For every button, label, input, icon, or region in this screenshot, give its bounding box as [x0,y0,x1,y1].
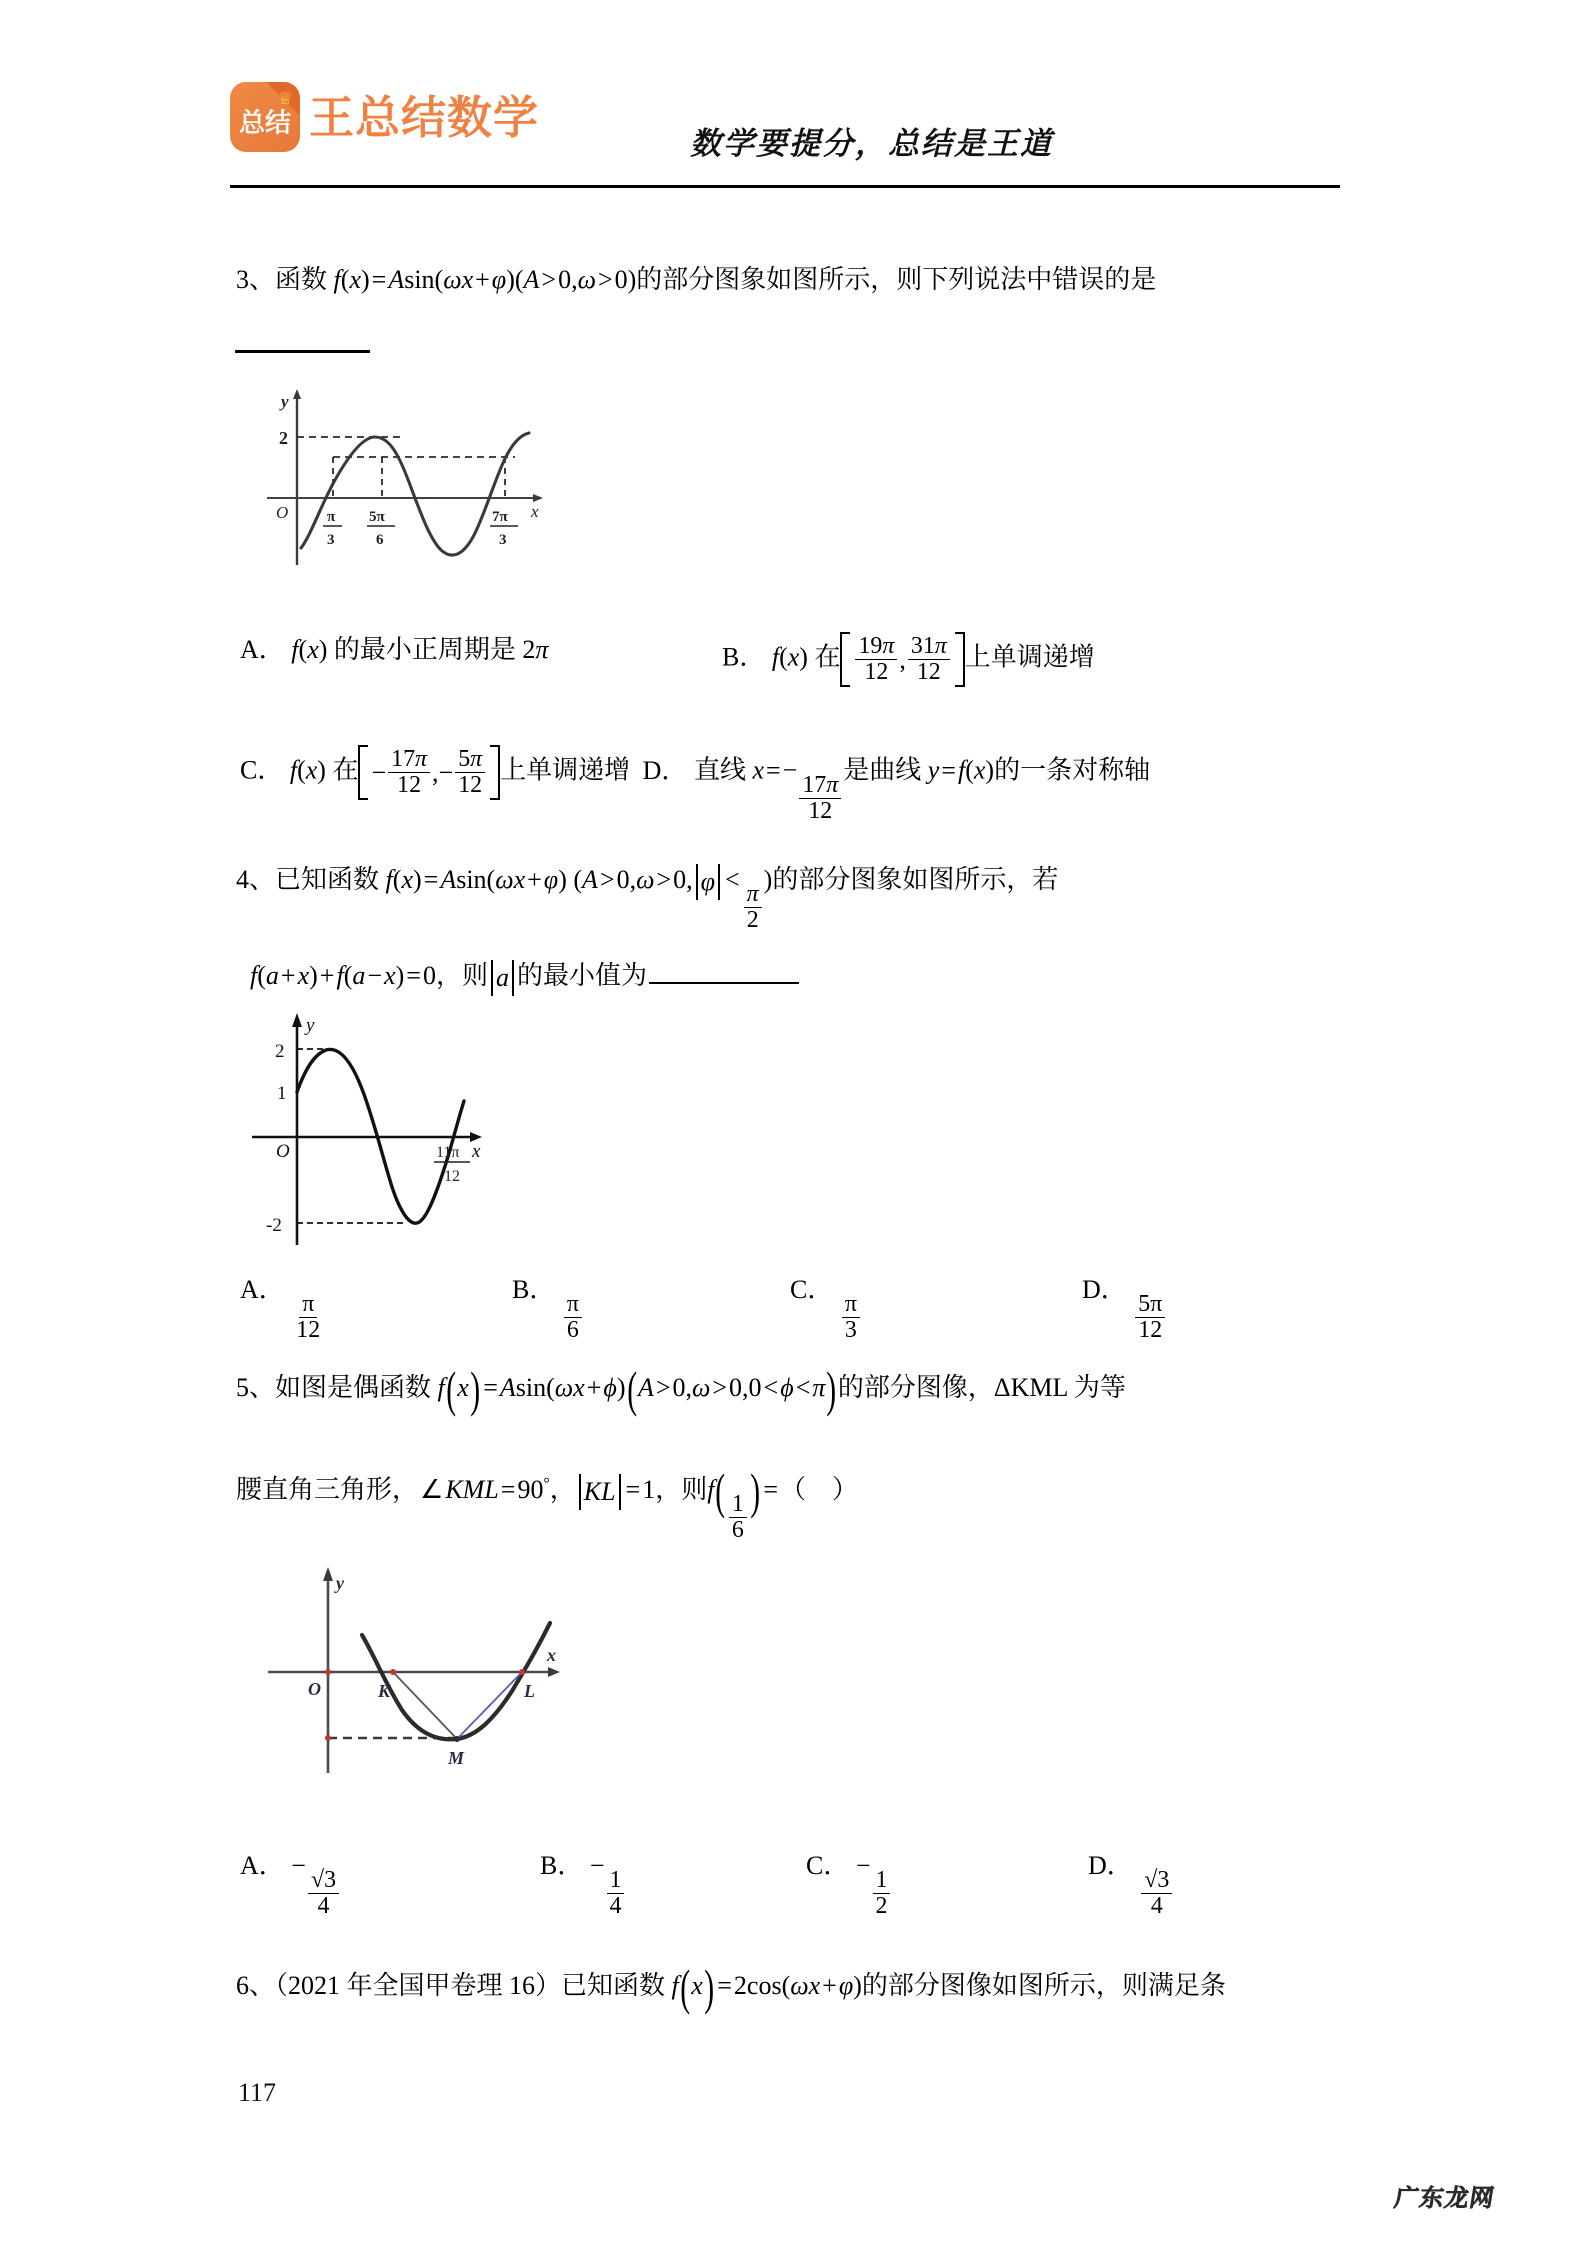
question-5-option-a[interactable] [240,1848,341,1919]
question-5-stem-line2: 腰直角三角形，∠KML=90°， KL =1，则f( $\frac{1}{6}$ ) =（ ） [236,1463,859,1544]
question-4-stem-suffix: 的部分图象如图所示，若 [772,865,1059,894]
q5-option-d-den: 4 [1150,1893,1163,1920]
question-4-stem: 4、已知函数 f(x)=Asin(ωx+φ) (A>0,ω>0, φ < $\frac{\pi}{2}$ )的部分图象如图所示，若 [236,865,1059,934]
svg-text:11π: 11π [436,1144,460,1161]
svg-text:7π: 7π [492,509,508,525]
q5-option-b-sign: − [589,1851,605,1880]
q5-option-c-label: C． [806,1851,850,1880]
q4-option-d-num: 5π [1135,1292,1165,1318]
question-5-number: 5、 [236,1373,276,1402]
q5-option-b-den: 4 [609,1893,622,1920]
question-5-stem-suffix: 的部分图像，ΔKML 为等 [837,1373,1126,1402]
watermark: 广东龙网 [1392,2184,1497,2212]
svg-text:O: O [276,503,289,522]
figure-question-4 [240,1005,500,1255]
q5-option-c-den: 2 [875,1893,888,1920]
q5-option-b-num: 1 [607,1868,625,1894]
question-4-option-c[interactable] [790,1272,862,1343]
question-5-stem: 5、如图是偶函数 f(x) =Asin(ωx+ϕ)(A>0,ω>0,0<ϕ<π)的部分图像，ΔKML 为等 [236,1361,1126,1417]
q4-option-d-den: 12 [1138,1317,1163,1344]
svg-text:x: x [547,1645,556,1665]
svg-text:1: 1 [277,1083,287,1104]
question-3-stem-prefix: 函数 [275,265,334,294]
q4-option-d-label: D． [1082,1275,1127,1304]
q4-option-b-num: π [564,1292,582,1318]
question-4-option-d[interactable] [1082,1272,1167,1343]
q5-option-a-sign: − [291,1851,306,1880]
question-6-source: （2021 年全国甲卷理 16） [275,1971,562,2000]
logo-badge-icon [230,82,300,152]
svg-text:x: x [472,1141,481,1162]
question-4-answer-blank[interactable] [649,982,799,984]
svg-text:y: y [281,392,289,411]
q4-option-a-label: A． [240,1275,285,1304]
question-6-number: 6、 [236,1971,276,2000]
svg-text:π: π [327,509,336,525]
svg-text:12: 12 [444,1168,460,1185]
svg-text:O: O [276,1141,290,1162]
q5-option-c-num: 1 [873,1868,891,1894]
svg-text:K: K [378,1681,391,1701]
question-4-option-a[interactable] [240,1272,325,1343]
option-a-label: A． [240,635,285,664]
q4-option-a-den: 12 [296,1317,321,1344]
q5-option-d-label: D． [1088,1851,1133,1880]
option-c-label: C． [240,755,284,785]
question-4-option-b[interactable] [512,1272,584,1343]
q5-option-b-label: B． [540,1851,584,1880]
q5-option-a-den: 4 [317,1893,330,1920]
question-3-number: 3、 [236,265,276,294]
question-3-stem: 3、函数 f(x)=Asin(ωx+φ)(A>0,ω>0)的部分图象如图所示，则下列说法中错误的是 [236,265,1157,294]
brand-name: 王总结数学 [309,90,540,144]
question-5-option-d[interactable] [1088,1848,1174,1919]
question-6-stem-suffix: 的部分图像如图所示，则满足条 [861,1971,1226,2000]
svg-text:L: L [524,1681,535,1701]
question-3-option-a[interactable]: A． f(x) 的最小正周期是 2π [240,635,549,664]
option-d-label: D． [642,755,688,785]
page-header [230,70,1340,185]
svg-text:y: y [306,1015,315,1036]
svg-text:y: y [336,1573,344,1593]
svg-text:3: 3 [499,532,507,548]
brand-logo [230,82,539,152]
crown-icon: ♕ [277,89,293,108]
sine-graph-q3-svg [245,385,555,570]
sine-graph-q4-svg [240,1005,500,1250]
question-5-option-c[interactable] [806,1848,892,1919]
question-3-answer-blank[interactable] [235,350,370,353]
q5-option-a-label: A． [240,1851,285,1880]
logo-badge-label: 总结 [238,108,292,139]
question-4-number: 4、 [236,865,276,894]
svg-text:3: 3 [327,532,335,548]
page-number: 117 [238,2078,277,2107]
q4-option-a-num: π [299,1292,317,1318]
header-slogan: 数学要提分，总结是王道 [690,126,1053,162]
question-3-stem-suffix: 的部分图象如图所示，则下列说法中错误的是 [636,265,1157,294]
svg-text:6: 6 [376,532,384,548]
header-divider [230,185,1340,188]
svg-text:2: 2 [275,1041,285,1062]
question-4-stem-line2: f(a+x)+f(a−x)=0，则 a 的最小值为 [250,958,799,996]
question-3-option-b[interactable]: B． f(x) 在 $\frac{19\pi}{12}$ , $\frac{31\pi}{12}$ 上单调递增 [722,632,1095,687]
option-b-label: B． [722,642,766,672]
q5-option-d-num: √3 [1141,1868,1172,1894]
svg-text:M: M [448,1748,465,1768]
svg-text:x: x [531,502,539,521]
question-6-stem: 6、（2021 年全国甲卷理 16）已知函数 f(x) =2cos(ωx+φ)的部分图像如图所示，则满足条 [236,1959,1226,2015]
question-4-stem-prefix: 已知函数 [275,865,386,894]
question-5-option-b[interactable] [540,1848,626,1919]
question-5-stem-prefix: 如图是偶函数 [275,1373,438,1402]
q4-option-b-label: B． [512,1275,556,1304]
q4-option-b-den: 6 [566,1317,579,1344]
q4-option-c-den: 3 [844,1317,857,1344]
even-function-graph-q5-svg [250,1555,580,1780]
question-3-option-c[interactable]: C． f(x) 在 − $\frac{17\pi}{12}$ ,− $\frac{5\pi}{12}$ 上单调递增 D． 直线 x=− $\frac{17\pi}{12}$ 是曲线 y=f(x)的一条对称轴 [240,746,1151,824]
svg-text:5π: 5π [369,509,385,525]
question-6-stem-prefix: 已知函数 [561,1971,672,2000]
figure-question-5 [250,1555,580,1785]
svg-text:O: O [308,1679,321,1699]
figure-question-3 [245,385,555,575]
q5-option-a-num: √3 [308,1868,339,1894]
svg-text:-2: -2 [266,1215,282,1236]
q4-option-c-num: π [842,1292,860,1318]
q4-option-c-label: C． [790,1275,834,1304]
q5-option-c-sign: − [855,1851,871,1880]
svg-text:2: 2 [279,428,288,448]
